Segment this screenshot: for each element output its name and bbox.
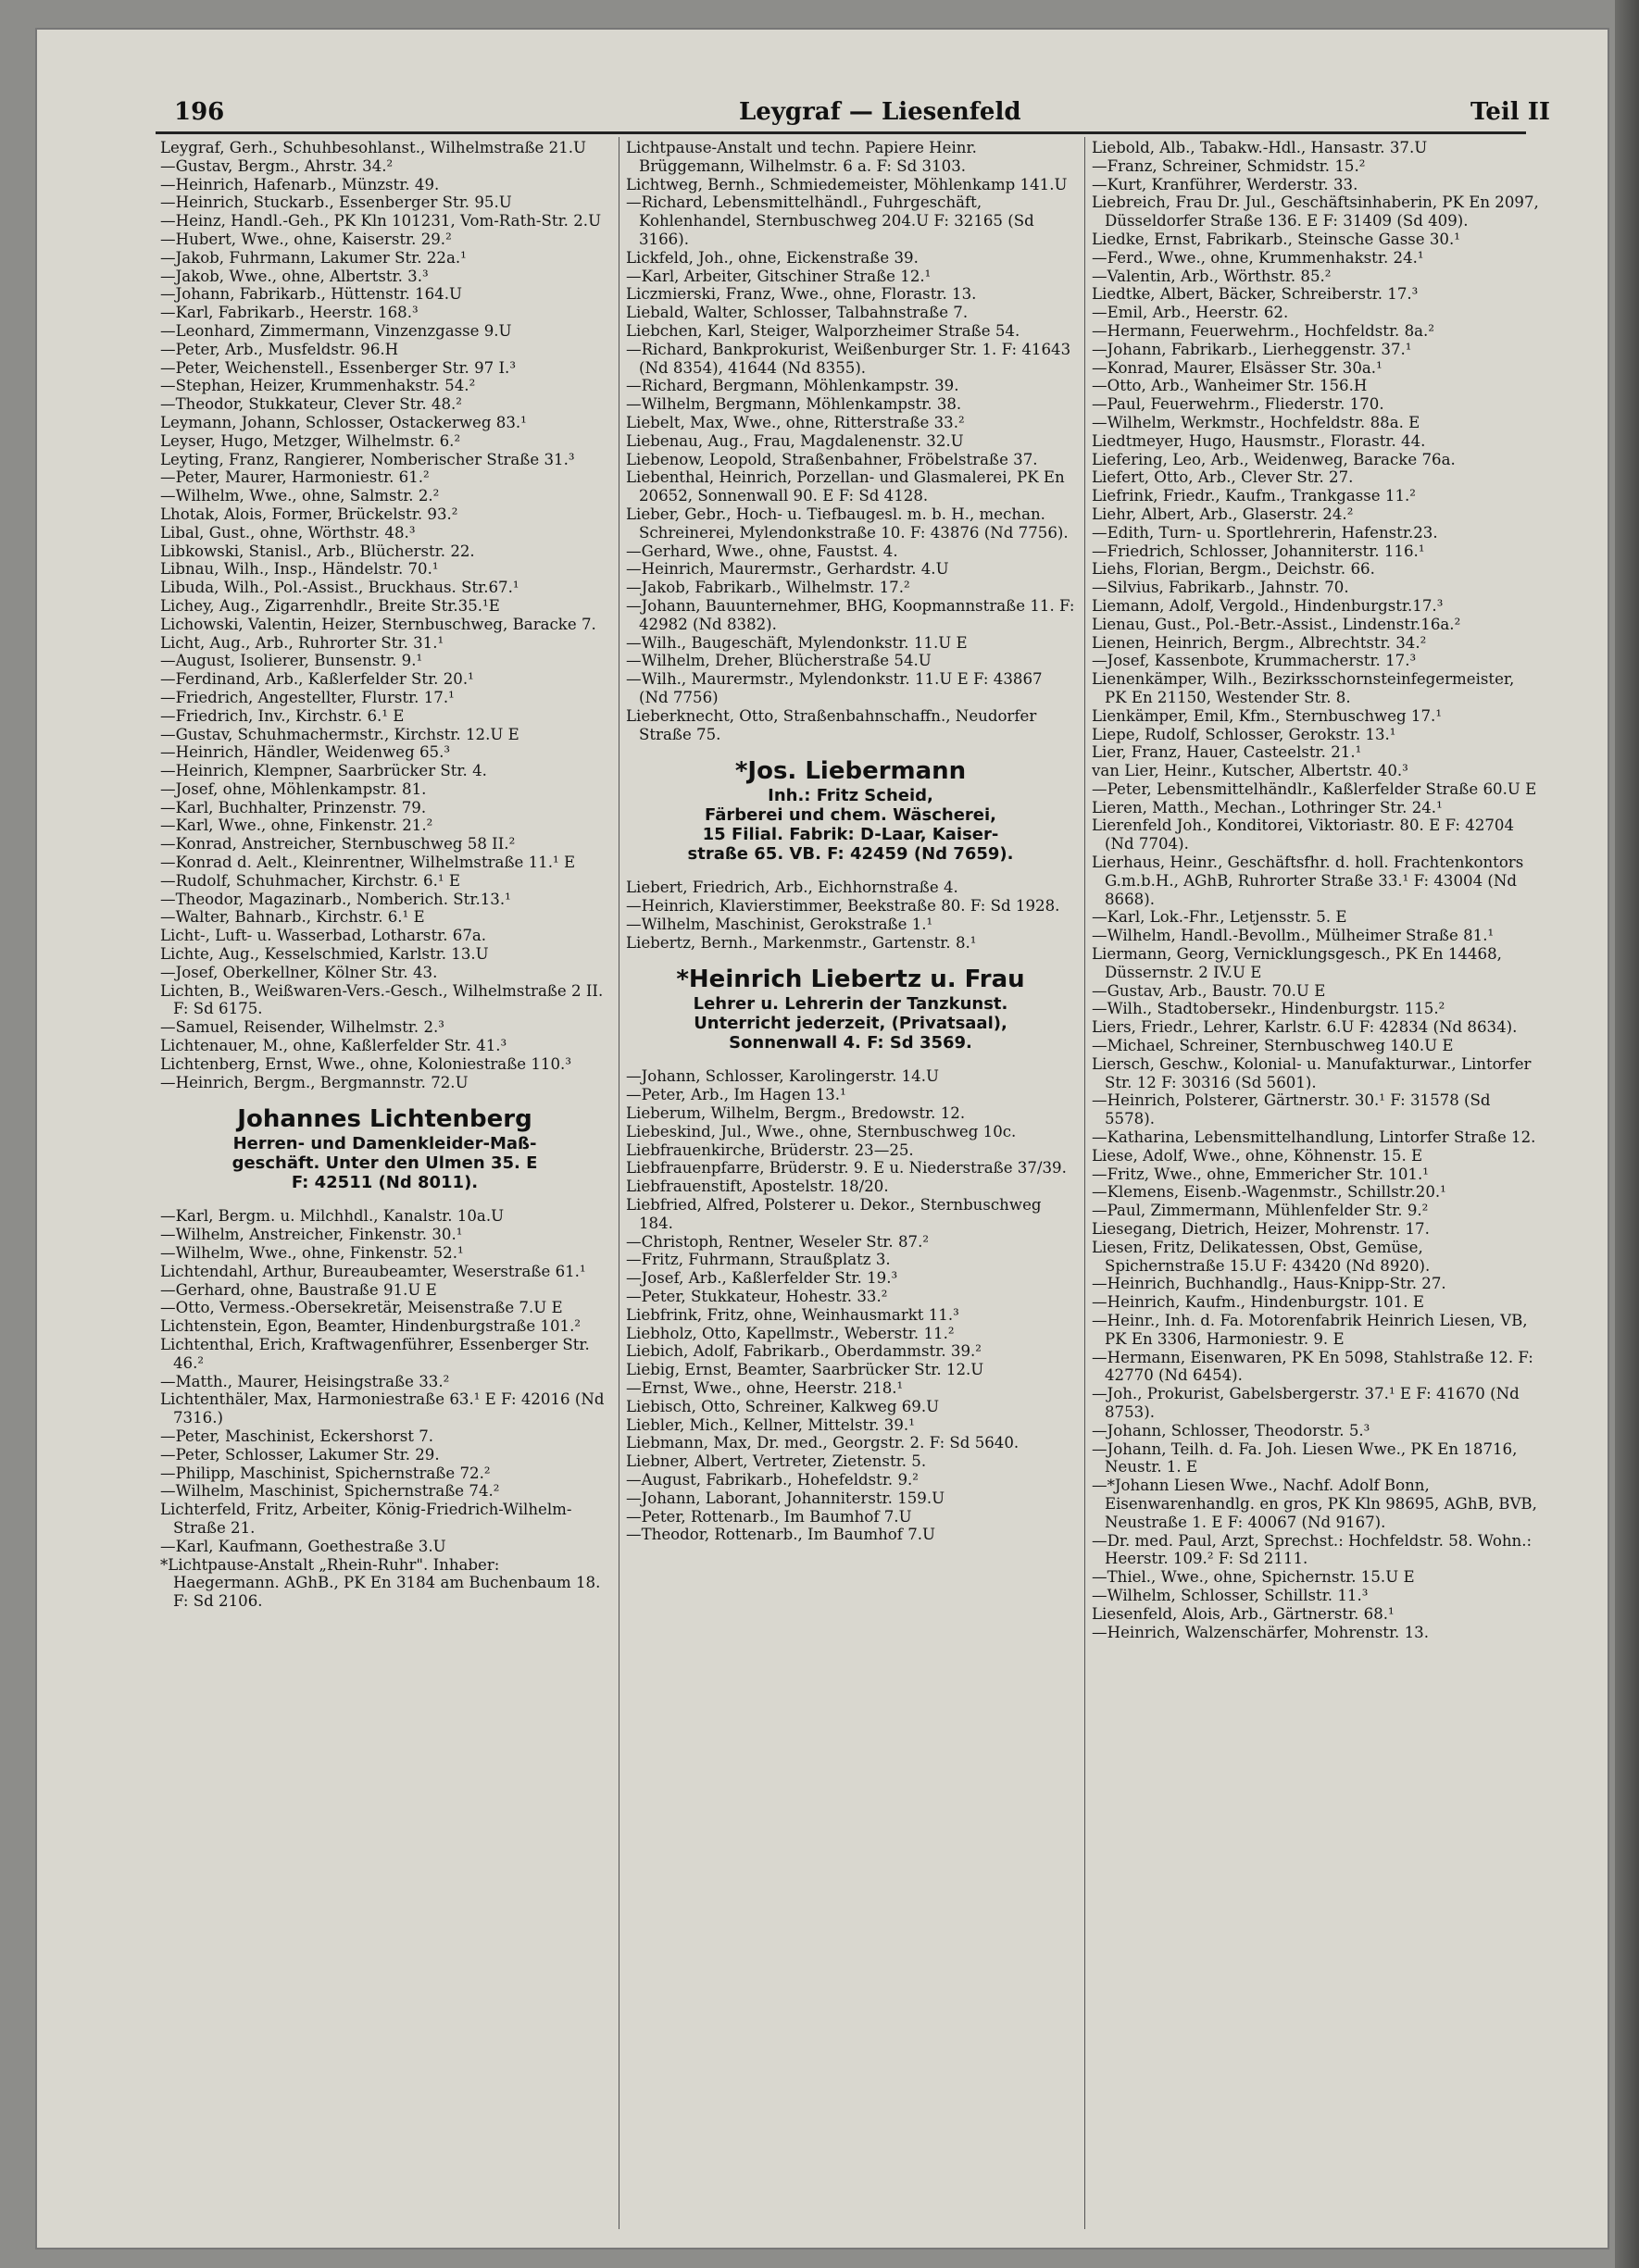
- directory-entry: Liesenfeld, Alois, Arb., Gärtnerstr. 68.¹: [1092, 1604, 1395, 1623]
- advertisement: [626, 965, 1075, 1053]
- directory-entry: —Silvius, Fabrikarb., Jahnstr. 70.: [1092, 579, 1349, 597]
- advertisement-name: *Heinrich Liebertz u. Frau: [676, 966, 1025, 994]
- directory-entry: —Josef, Kassenbote, Krummacherstr. 17.³: [1092, 652, 1417, 670]
- column-2: [626, 139, 1075, 1544]
- directory-entry: Lichtendahl, Arthur, Bureaubeamter, Weserstraße 61.¹: [160, 1262, 586, 1280]
- directory-entry: —Jakob, Fabrikarb., Wilhelmstr. 17.²: [626, 579, 910, 597]
- directory-entry: Lieberknecht, Otto, Straßenbahnschaffn., Neudorfer Straße 75.: [626, 706, 1037, 743]
- directory-entry: —Gerhard, ohne, Baustraße 91.U E: [160, 1280, 437, 1299]
- directory-entry: —Paul, Zimmermann, Mühlenfelder Str. 9.²: [1092, 1202, 1429, 1220]
- directory-entry: Lichte, Aug., Kesselschmied, Karlstr. 13.U: [160, 945, 489, 964]
- directory-entry: Liebold, Alb., Tabakw.-Hdl., Hansastr. 37.U: [1092, 139, 1428, 156]
- advertisement-line: Herren- und Damenkleider-Maß-: [232, 1134, 537, 1154]
- directory-entry: Liebeskind, Jul., Wwe., ohne, Sternbuschweg 10c.: [626, 1122, 1017, 1140]
- directory-entry: —Heinrich, Walzenschärfer, Mohrenstr. 13.: [1092, 1623, 1429, 1641]
- directory-entry: —Heinr., Inh. d. Fa. Motorenfabrik Heinrich Liesen, VB, PK En 3306, Harmoniestr. 9. E: [1092, 1312, 1528, 1348]
- directory-entry: —Johann, Fabrikarb., Hüttenstr. 164.U: [160, 285, 462, 304]
- directory-entry: Liemann, Adolf, Vergold., Hindenburgstr.17.³: [1092, 596, 1444, 615]
- directory-entry: —August, Isolierer, Bunsenstr. 9.¹: [160, 652, 423, 670]
- directory-entry: Liebchen, Karl, Steiger, Walporzheimer Straße 54.: [626, 321, 1020, 340]
- directory-entry: Liebfrauenpfarre, Brüderstr. 9. E u. Niederstraße 37/39.: [626, 1159, 1067, 1178]
- directory-entry: —Peter, Maschinist, Eckershorst 7.: [160, 1427, 434, 1445]
- directory-entry: Lienenkämper, Wilh., Bezirksschornsteinfegermeister, PK En 21150, Westender Str. 8.: [1092, 670, 1515, 706]
- directory-entry: Lierenfeld Joh., Konditorei, Viktoriastr. 80. E F: 42704 (Nd 7704).: [1092, 816, 1515, 854]
- advertisement-line: Inh.: Fritz Scheid,: [768, 786, 933, 806]
- directory-entry: Lienkämper, Emil, Kfm., Sternbuschweg 17.¹: [1092, 706, 1442, 725]
- directory-entry: —Wilhelm, Maschinist, Gerokstraße 1.¹: [626, 915, 933, 933]
- directory-entry: —Wilhelm, Handl.-Bevollm., Mülheimer Straße 81.¹: [1092, 927, 1495, 945]
- directory-entry: Leymann, Johann, Schlosser, Ostackerweg 83.¹: [160, 413, 527, 431]
- directory-page: [35, 28, 1609, 2249]
- directory-entry: —Friedrich, Schlosser, Johanniterstr. 116.¹: [1092, 542, 1425, 560]
- directory-entry: —Konrad, Maurer, Elsässer Str. 30a.¹: [1092, 358, 1383, 377]
- directory-entry: Leygraf, Gerh., Schuhbesohlanst., Wilhelmstraße 21.U: [160, 139, 587, 156]
- directory-entry: —Wilhelm, Wwe., ohne, Salmstr. 2.²: [160, 487, 440, 505]
- directory-entry: Lickfeld, Joh., ohne, Eickenstraße 39.: [626, 248, 919, 267]
- directory-entry: —Friedrich, Inv., Kirchstr. 6.¹ E: [160, 706, 405, 725]
- directory-entry: Lichten, B., Weißwaren-Vers.-Gesch., Wilhelmstraße 2 II. F: Sd 6175.: [160, 981, 604, 1018]
- directory-entry: —Johann, Bauunternehmer, BHG, Koopmannstraße 11. F: 42982 (Nd 8382).: [626, 596, 1075, 633]
- directory-entry: Liebelt, Max, Wwe., ohne, Ritterstraße 33.²: [626, 413, 965, 431]
- directory-entry: Libuda, Wilh., Pol.-Assist., Bruckhaus. Str.67.¹: [160, 579, 519, 597]
- directory-entry: —Wilhelm, Bergmann, Möhlenkampstr. 38.: [626, 395, 962, 414]
- advertisement-line: Unterricht jederzeit, (Privatsaal),: [694, 1014, 1007, 1034]
- advertisement-line: 15 Filial. Fabrik: D-Laar, Kaiser-: [702, 825, 999, 845]
- directory-entry: —Walter, Bahnarb., Kirchstr. 6.¹ E: [160, 908, 425, 927]
- header-rule: [156, 131, 1526, 134]
- directory-entry: Libnau, Wilh., Insp., Händelstr. 70.¹: [160, 560, 439, 579]
- directory-entry: Liebenau, Aug., Frau, Magdalenenstr. 32.U: [626, 431, 964, 450]
- directory-entry: Lieberum, Wilhelm, Bergm., Bredowstr. 12.: [626, 1104, 966, 1123]
- directory-entry: —Gustav, Schuhmachermstr., Kirchstr. 12.U E: [160, 725, 519, 743]
- directory-entry: —Katharina, Lebensmittelhandlung, Lintorfer Straße 12.: [1092, 1128, 1536, 1147]
- advertisement-line: Lehrer u. Lehrerin der Tanzkunst.: [693, 994, 1008, 1015]
- directory-entry: —Matth., Maurer, Heisingstraße 33.²: [160, 1372, 450, 1390]
- directory-entry: Liedke, Ernst, Fabrikarb., Steinsche Gasse 30.¹: [1092, 230, 1460, 248]
- directory-entry: —Gerhard, Wwe., ohne, Faustst. 4.: [626, 542, 898, 560]
- directory-entry: —Karl, Kaufmann, Goethestraße 3.U: [160, 1537, 446, 1555]
- advertisement-line: Sonnenwall 4. F: Sd 3569.: [729, 1033, 972, 1053]
- directory-entry: Leyting, Franz, Rangierer, Nomberischer Straße 31.³: [160, 450, 575, 468]
- directory-entry: —Richard, Bankprokurist, Weißenburger Str. 1. F: 41643 (Nd 8354), 41644 (Nd 8355).: [626, 340, 1071, 377]
- directory-entry: Liebertz, Bernh., Markenmstr., Gartenstr. 8.¹: [626, 933, 977, 952]
- directory-entry: —Heinrich, Buchhandlg., Haus-Knipp-Str. 27.: [1092, 1275, 1446, 1293]
- directory-entry: Liebig, Ernst, Beamter, Saarbrücker Str. 12.U: [626, 1361, 984, 1379]
- directory-entry: —Karl, Fabrikarb., Heerstr. 168.³: [160, 304, 419, 322]
- directory-entry: —Karl, Lok.-Fhr., Letjensstr. 5. E: [1092, 908, 1347, 927]
- directory-entry: Lichtenberg, Ernst, Wwe., ohne, Koloniestraße 110.³: [160, 1054, 571, 1073]
- directory-entry: —Thiel., Wwe., ohne, Spichernstr. 15.U E: [1092, 1568, 1415, 1587]
- directory-entry: —Peter, Schlosser, Lakumer Str. 29.: [160, 1445, 440, 1464]
- advertisement-line: F: 42511 (Nd 8011).: [291, 1173, 479, 1193]
- directory-entry: —Wilhelm, Werkmstr., Hochfeldstr. 88a. E: [1092, 413, 1420, 431]
- directory-entry: Licht, Aug., Arb., Ruhrorter Str. 31.¹: [160, 633, 444, 652]
- directory-entry: —August, Fabrikarb., Hohefeldstr. 9.²: [626, 1471, 919, 1489]
- directory-entry: —Wilhelm, Anstreicher, Finkenstr. 30.¹: [160, 1226, 463, 1244]
- directory-entry: —Ernst, Wwe., ohne, Heerstr. 218.¹: [626, 1379, 904, 1398]
- directory-entry: —Peter, Weichenstell., Essenberger Str. 97 I.³: [160, 358, 516, 377]
- running-title: Leygraf — Liesenfeld: [739, 98, 1021, 126]
- directory-entry: —Peter, Rottenarb., Im Baumhof 7.U: [626, 1507, 912, 1526]
- directory-entry: Lhotak, Alois, Former, Brückelstr. 93.²: [160, 505, 458, 523]
- directory-entry: —Fritz, Fuhrmann, Straußplatz 3.: [626, 1251, 891, 1269]
- directory-entry: —Peter, Arb., Im Hagen 13.¹: [626, 1086, 846, 1104]
- directory-entry: Lichey, Aug., Zigarrenhdlr., Breite Str.35.¹E: [160, 596, 500, 615]
- directory-entry: Lierhaus, Heinr., Geschäftsfhr. d. holl. Frachtenkontors G.m.b.H., AGhB, Ruhrorter Straße 33.¹ F: 43004 (Nd 8668).: [1092, 854, 1524, 908]
- directory-entry: Lichterfeld, Fritz, Arbeiter, König-Friedrich-Wilhelm-Straße 21.: [160, 1501, 572, 1537]
- directory-entry: —Theodor, Stukkateur, Clever Str. 48.²: [160, 395, 462, 414]
- directory-entry: Liesen, Fritz, Delikatessen, Obst, Gemüse, Spichernstraße 15.U F: 43420 (Nd 8920).: [1092, 1238, 1431, 1275]
- directory-entry: —Joh., Prokurist, Gabelsbergerstr. 37.¹ E F: 41670 (Nd 8753).: [1092, 1385, 1520, 1421]
- directory-entry: —Wilhelm, Maschinist, Spichernstraße 74.²: [160, 1482, 500, 1501]
- directory-entry: —Rudolf, Schuhmacher, Kirchstr. 6.¹ E: [160, 871, 460, 890]
- directory-entry: —Kurt, Kranführer, Werderstr. 33.: [1092, 175, 1358, 193]
- directory-entry: Libal, Gust., ohne, Wörthstr. 48.³: [160, 523, 416, 542]
- directory-entry: —Hermann, Feuerwehrm., Hochfeldstr. 8a.²: [1092, 321, 1434, 340]
- directory-entry: van Lier, Heinr., Kutscher, Albertstr. 40.³: [1092, 762, 1408, 780]
- directory-entry: Liebfrink, Fritz, ohne, Weinhausmarkt 11.³: [626, 1305, 959, 1324]
- directory-entry: Liebholz, Otto, Kapellmstr., Weberstr. 11.²: [626, 1324, 955, 1342]
- directory-entry: Leyser, Hugo, Metzger, Wilhelmstr. 6.²: [160, 431, 461, 450]
- directory-entry: —Peter, Lebensmittelhändlr., Kaßlerfelder Straße 60.U E: [1092, 779, 1537, 798]
- directory-entry: —Karl, Buchhalter, Prinzenstr. 79.: [160, 798, 427, 816]
- directory-entry: Liers, Friedr., Lehrer, Karlstr. 6.U F: 42834 (Nd 8634).: [1092, 1018, 1518, 1037]
- advertisement-line: geschäft. Unter den Ulmen 35. E: [231, 1153, 538, 1174]
- advertisement: [626, 756, 1075, 864]
- directory-entry: Liesegang, Dietrich, Heizer, Mohrenstr. 17.: [1092, 1220, 1430, 1239]
- directory-entry: —Karl, Bergm. u. Milchhdl., Kanalstr. 10a.U: [160, 1207, 505, 1226]
- directory-entry: —Heinrich, Händler, Weidenweg 65.³: [160, 743, 451, 762]
- directory-entry: —Wilhelm, Wwe., ohne, Finkenstr. 52.¹: [160, 1244, 464, 1263]
- advertisement: [160, 1104, 609, 1192]
- directory-entry: —Heinz, Handl.-Geh., PK Kln 101231, Vom-Rath-Str. 2.U: [160, 212, 602, 231]
- directory-entry: —Johann, Fabrikarb., Lierheggenstr. 37.¹: [1092, 340, 1412, 358]
- directory-entry: Lichtpause-Anstalt und techn. Papiere Heinr. Brüggemann, Wilhelmstr. 6 a. F: Sd 3103.: [626, 139, 977, 175]
- scan-edge: [1615, 0, 1639, 2268]
- directory-entry: Liehr, Albert, Arb., Glaserstr. 24.²: [1092, 505, 1354, 523]
- directory-entry: Lichowski, Valentin, Heizer, Sternbuschweg, Baracke 7.: [160, 615, 596, 633]
- directory-entry: Liepe, Rudolf, Schlosser, Gerokstr. 13.¹: [1092, 725, 1396, 743]
- directory-entry: —Heinrich, Hafenarb., Münzstr. 49.: [160, 175, 440, 193]
- directory-entry: Liebisch, Otto, Schreiner, Kalkweg 69.U: [626, 1397, 940, 1415]
- directory-entry: —Heinrich, Polsterer, Gärtnerstr. 30.¹ F: 31578 (Sd 5578).: [1092, 1091, 1491, 1128]
- directory-entry: Libkowski, Stanisl., Arb., Blücherstr. 22.: [160, 542, 475, 560]
- directory-entry: —Heinrich, Kaufm., Hindenburgstr. 101. E: [1092, 1293, 1424, 1312]
- directory-entry: Liebenow, Leopold, Straßenbahner, Fröbelstraße 37.: [626, 450, 1038, 468]
- directory-entry: Liehs, Florian, Bergm., Deichstr. 66.: [1092, 560, 1375, 579]
- directory-entry: —Theodor, Magazinarb., Nomberich. Str.13.¹: [160, 890, 511, 908]
- directory-entry: —Richard, Lebensmittelhändl., Fuhrgeschäft, Kohlenhandel, Sternbuschweg 204.U F: 32165 (Sd 3166).: [626, 193, 1034, 248]
- directory-entry: —Gustav, Arb., Baustr. 70.U E: [1092, 981, 1326, 1000]
- directory-entry: —Josef, Arb., Kaßlerfelder Str. 19.³: [626, 1269, 898, 1288]
- directory-entry: —Heinrich, Stuckarb., Essenberger Str. 95.U: [160, 193, 512, 212]
- directory-entry: —Heinrich, Klempner, Saarbrücker Str. 4.: [160, 762, 487, 780]
- directory-entry: —Johann, Laborant, Johanniterstr. 159.U: [626, 1489, 945, 1507]
- directory-entry: —Jakob, Fuhrmann, Lakumer Str. 22a.¹: [160, 248, 467, 267]
- section-label: Teil II: [1470, 98, 1551, 126]
- directory-entry: —Wilh., Baugeschäft, Mylendonkstr. 11.U E: [626, 633, 968, 652]
- directory-entry: —*Johann Liesen Wwe., Nachf. Adolf Bonn, Eisenwarenhandlg. en gros, PK Kln 98695, AGhB, BVB, Neustraße 1. E F: 40067 (Nd 9167).: [1092, 1477, 1537, 1531]
- directory-entry: Liebert, Friedrich, Arb., Eichhornstraße 4.: [626, 879, 958, 897]
- directory-entry: —Christoph, Rentner, Weseler Str. 87.²: [626, 1232, 930, 1251]
- directory-entry: —Ferd., Wwe., ohne, Krummenhakstr. 24.¹: [1092, 248, 1424, 267]
- directory-entry: Liersch, Geschw., Kolonial- u. Manufakturwar., Lintorfer Str. 12 F: 30316 (Sd 5601).: [1092, 1054, 1532, 1091]
- directory-entry: Liedtke, Albert, Bäcker, Schreiberstr. 17.³: [1092, 285, 1419, 304]
- directory-entry: —Paul, Feuerwehrm., Fliederstr. 170.: [1092, 395, 1384, 414]
- directory-entry: —Konrad d. Aelt., Kleinrentner, Wilhelmstraße 11.¹ E: [160, 854, 576, 872]
- directory-entry: —Josef, Oberkellner, Kölner Str. 43.: [160, 963, 438, 981]
- directory-entry: —Klemens, Eisenb.-Wagenmstr., Schillstr.20.¹: [1092, 1183, 1446, 1202]
- directory-entry: —Theodor, Rottenarb., Im Baumhof 7.U: [626, 1526, 936, 1544]
- directory-entry: Lichtenthal, Erich, Kraftwagenführer, Essenberger Str. 46.²: [160, 1336, 590, 1372]
- directory-entry: Liese, Adolf, Wwe., ohne, Köhnenstr. 15. E: [1092, 1146, 1423, 1165]
- directory-entry: —Heinrich, Klavierstimmer, Beekstraße 80. F: Sd 1928.: [626, 897, 1060, 916]
- directory-entry: —Johann, Schlosser, Theodorstr. 5.³: [1092, 1421, 1370, 1439]
- directory-entry: —Edith, Turn- u. Sportlehrerin, Hafenstr.23.: [1092, 523, 1438, 542]
- directory-entry: Liebler, Mich., Kellner, Mittelstr. 39.¹: [626, 1415, 915, 1434]
- directory-entry: —Ferdinand, Arb., Kaßlerfelder Str. 20.¹: [160, 670, 474, 689]
- directory-entry: Liefert, Otto, Arb., Clever Str. 27.: [1092, 468, 1354, 487]
- directory-entry: —Valentin, Arb., Wörthstr. 85.²: [1092, 267, 1332, 285]
- directory-entry: Lienen, Heinrich, Bergm., Albrechtstr. 34.²: [1092, 633, 1427, 652]
- page-number: 196: [174, 98, 225, 126]
- directory-entry: Licht-, Luft- u. Wasserbad, Lotharstr. 67a.: [160, 927, 487, 945]
- column-1: [160, 139, 609, 1611]
- directory-entry: Liefrink, Friedr., Kaufm., Trankgasse 11.²: [1092, 487, 1416, 505]
- directory-entry: —Hubert, Wwe., ohne, Kaiserstr. 29.²: [160, 230, 452, 248]
- directory-entry: —Fritz, Wwe., ohne, Emmericher Str. 101.¹: [1092, 1165, 1429, 1183]
- directory-entry: —Josef, ohne, Möhlenkampstr. 81.: [160, 779, 427, 798]
- directory-entry: —Wilh., Stadtobersekr., Hindenburgstr. 115.²: [1092, 1000, 1445, 1018]
- advertisement-name: *Jos. Liebermann: [734, 757, 967, 786]
- directory-entry: —Friedrich, Angestellter, Flurstr. 17.¹: [160, 688, 455, 706]
- directory-entry: —Samuel, Reisender, Wilhelmstr. 2.³: [160, 1018, 444, 1037]
- directory-entry: —Franz, Schreiner, Schmidstr. 15.²: [1092, 156, 1366, 175]
- directory-entry: *Lichtpause-Anstalt „Rhein-Ruhr". Inhaber: Haegermann. AGhB., PK En 3184 am Buchenbaum 18. F: Sd 2106.: [160, 1555, 601, 1611]
- directory-entry: —Michael, Schreiner, Sternbuschweg 140.U E: [1092, 1037, 1454, 1055]
- directory-entry: —Dr. med. Paul, Arzt, Sprechst.: Hochfeldstr. 58. Wohn.: Heerstr. 109.² F: Sd 2111.: [1092, 1531, 1533, 1568]
- directory-entry: Lieber, Gebr., Hoch- u. Tiefbaugesl. m. b. H., mechan. Schreinerei, Mylendonkstraße 10. F: 43876 (Nd 7756).: [626, 505, 1069, 542]
- directory-entry: —Peter, Stukkateur, Hohestr. 33.²: [626, 1288, 888, 1306]
- directory-entry: —Johann, Schlosser, Karolingerstr. 14.U: [626, 1067, 939, 1086]
- directory-entry: Lichtenstein, Egon, Beamter, Hindenburgstraße 101.²: [160, 1317, 582, 1336]
- advertisement-line: Färberei und chem. Wäscherei,: [704, 805, 997, 826]
- directory-entry: Lichtenauer, M., ohne, Kaßlerfelder Str. 41.³: [160, 1037, 507, 1055]
- directory-entry: —Otto, Arb., Wanheimer Str. 156.H: [1092, 377, 1368, 395]
- directory-entry: Liebfried, Alfred, Polsterer u. Dekor., Sternbuschweg 184.: [626, 1196, 1042, 1232]
- directory-entry: Liebenthal, Heinrich, Porzellan- und Glasmalerei, PK En 20652, Sonnenwall 90. E F: Sd 4128.: [626, 468, 1065, 505]
- directory-entry: Liebich, Adolf, Fabrikarb., Oberdammstr. 39.²: [626, 1342, 982, 1361]
- directory-entry: Lichtenthäler, Max, Harmoniestraße 63.¹ E F: 42016 (Nd 7316.): [160, 1390, 605, 1427]
- directory-entry: —Philipp, Maschinist, Spichernstraße 72.²: [160, 1464, 491, 1482]
- directory-entry: Liebfrauenstift, Apostelstr. 18/20.: [626, 1178, 889, 1196]
- directory-entry: Liermann, Georg, Vernicklungsgesch., PK En 14468, Düssernstr. 2 IV.U E: [1092, 945, 1502, 981]
- advertisement-name: Johannes Lichtenberg: [237, 1105, 532, 1134]
- directory-entry: Lieren, Matth., Mechan., Lothringer Str. 24.¹: [1092, 798, 1443, 816]
- directory-entry: —Heinrich, Maurermstr., Gerhardstr. 4.U: [626, 560, 949, 579]
- directory-entry: Lier, Franz, Hauer, Casteelstr. 21.¹: [1092, 743, 1362, 762]
- directory-entry: —Karl, Arbeiter, Gitschiner Straße 12.¹: [626, 267, 932, 285]
- directory-entry: —Wilhelm, Schlosser, Schillstr. 11.³: [1092, 1586, 1369, 1604]
- directory-entry: —Karl, Wwe., ohne, Finkenstr. 21.²: [160, 816, 433, 835]
- directory-entry: —Johann, Teilh. d. Fa. Joh. Liesen Wwe., PK En 18716, Neustr. 1. E: [1092, 1439, 1518, 1477]
- directory-entry: —Wilh., Maurermstr., Mylendonkstr. 11.U E F: 43867 (Nd 7756): [626, 670, 1043, 706]
- directory-entry: —Wilhelm, Dreher, Blücherstraße 54.U: [626, 652, 932, 670]
- directory-entry: Liebfrauenkirche, Brüderstr. 23—25.: [626, 1140, 914, 1159]
- directory-entry: Liczmierski, Franz, Wwe., ohne, Florastr. 13.: [626, 285, 977, 304]
- directory-entry: —Peter, Maurer, Harmoniestr. 61.²: [160, 468, 430, 487]
- directory-entry: Liedtmeyer, Hugo, Hausmstr., Florastr. 44.: [1092, 431, 1426, 450]
- directory-entry: —Stephan, Heizer, Krummenhakstr. 54.²: [160, 377, 476, 395]
- directory-entry: —Leonhard, Zimmermann, Vinzenzgasse 9.U: [160, 321, 512, 340]
- directory-entry: —Heinrich, Bergm., Bergmannstr. 72.U: [160, 1073, 469, 1091]
- directory-entry: —Hermann, Eisenwaren, PK En 5098, Stahlstraße 12. F: 42770 (Nd 6454).: [1092, 1348, 1533, 1385]
- directory-entry: Liebald, Walter, Schlosser, Talbahnstraße 7.: [626, 304, 969, 322]
- directory-entry: —Richard, Bergmann, Möhlenkampstr. 39.: [626, 377, 959, 395]
- directory-entry: —Jakob, Wwe., ohne, Albertstr. 3.³: [160, 267, 429, 285]
- directory-entry: —Peter, Arb., Musfeldstr. 96.H: [160, 340, 399, 358]
- directory-entry: Liefering, Leo, Arb., Weidenweg, Baracke 76a.: [1092, 450, 1456, 468]
- directory-entry: Lienau, Gust., Pol.-Betr.-Assist., Lindenstr.16a.²: [1092, 615, 1461, 633]
- column-divider: [1084, 137, 1085, 2229]
- directory-entry: Lichtweg, Bernh., Schmiedemeister, Möhlenkamp 141.U: [626, 175, 1068, 193]
- column-3: [1092, 139, 1541, 1641]
- directory-entry: —Otto, Vermess.-Obersekretär, Meisenstraße 7.U E: [160, 1299, 563, 1317]
- directory-entry: Liebreich, Frau Dr. Jul., Geschäftsinhaberin, PK En 2097, Düsseldorfer Straße 136. E F: 31409 (Sd 409).: [1092, 193, 1539, 231]
- directory-entry: Liebmann, Max, Dr. med., Georgstr. 2. F: Sd 5640.: [626, 1434, 1020, 1452]
- directory-entry: —Emil, Arb., Heerstr. 62.: [1092, 304, 1289, 322]
- directory-entry: —Konrad, Anstreicher, Sternbuschweg 58 II.²: [160, 835, 516, 854]
- directory-entry: —Gustav, Bergm., Ahrstr. 34.²: [160, 156, 394, 175]
- directory-entry: Liebner, Albert, Vertreter, Zietenstr. 5.: [626, 1452, 927, 1471]
- advertisement-line: straße 65. VB. F: 42459 (Nd 7659).: [687, 844, 1014, 865]
